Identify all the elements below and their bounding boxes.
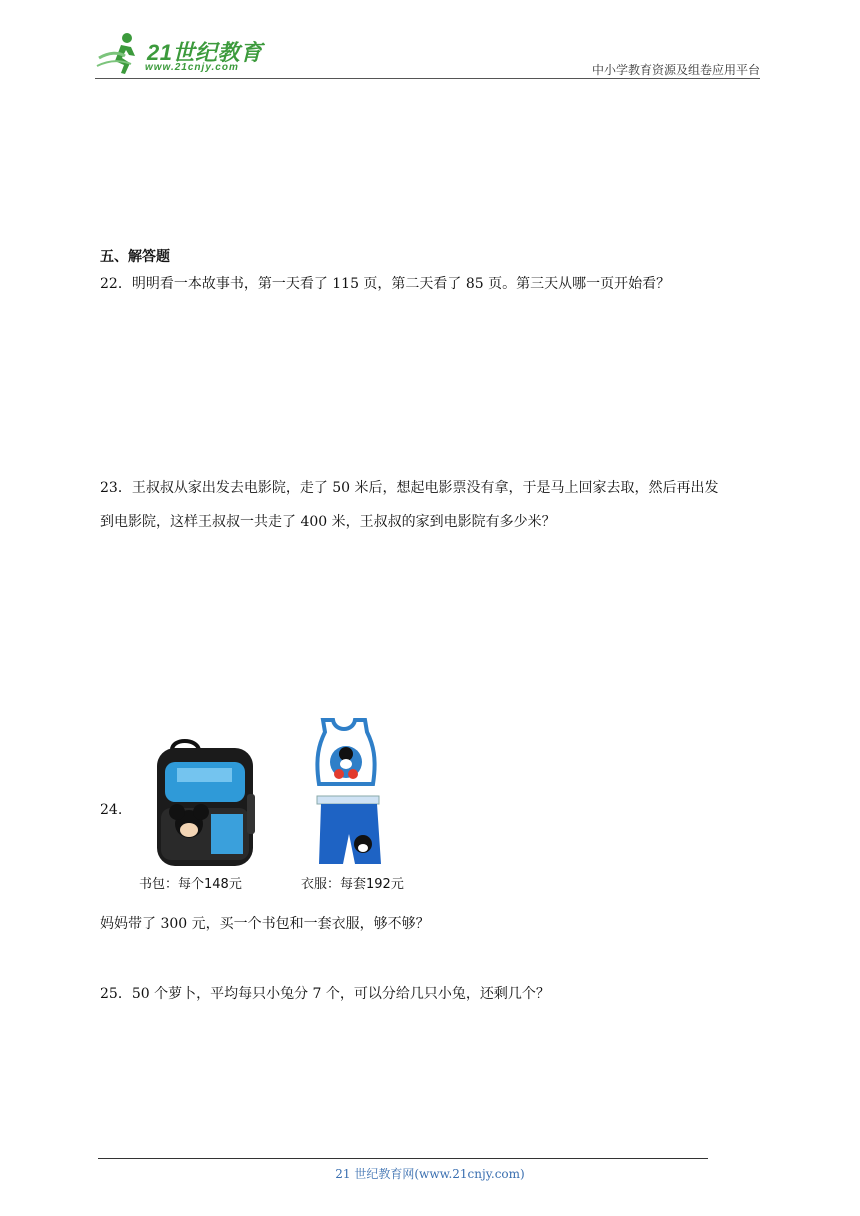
backpack-illustration xyxy=(157,741,255,866)
backpack-and-clothes-image xyxy=(137,718,427,896)
shorts-illustration xyxy=(317,796,381,864)
question-23-line-1: 23．王叔叔从家出发去电影院，走了 50 米后，想起电影票没有拿，于是马上回家去取，然后再出发 xyxy=(100,480,719,496)
logo-url: www.21cnjy.com xyxy=(145,62,239,73)
clothes-price-caption: 衣服：每套192元 xyxy=(301,877,404,892)
question-24-text: 妈妈带了 300 元，买一个书包和一套衣服，够不够？ xyxy=(100,916,430,932)
question-24-number: 24. xyxy=(100,802,123,818)
logo-text: 21世纪教育 xyxy=(147,40,263,65)
page-header xyxy=(95,30,760,80)
header-platform-text: 中小学教育资源及组卷应用平台 xyxy=(591,63,760,77)
question-23-line-2: 到电影院，这样王叔叔一共走了 400 米，王叔叔的家到电影院有多少米？ xyxy=(100,514,556,530)
tank-top-illustration xyxy=(317,720,374,784)
site-logo xyxy=(95,30,265,78)
question-25: 25．50 个萝卜，平均每只小兔分 7 个，可以分给几只小兔，还剩几个？ xyxy=(100,986,550,1002)
section-title: 五、解答题 xyxy=(100,249,170,265)
backpack-price-caption: 书包：每个148元 xyxy=(139,877,242,892)
question-22: 22．明明看一本故事书，第一天看了 115 页，第二天看了 85 页。第三天从哪一页开始看？ xyxy=(100,276,671,292)
footer-text[interactable]: 21 世纪教育网(www.21cnjy.com) xyxy=(335,1167,525,1181)
runner-logo-icon xyxy=(95,30,151,78)
header-divider xyxy=(95,78,760,79)
footer-divider xyxy=(98,1158,708,1159)
